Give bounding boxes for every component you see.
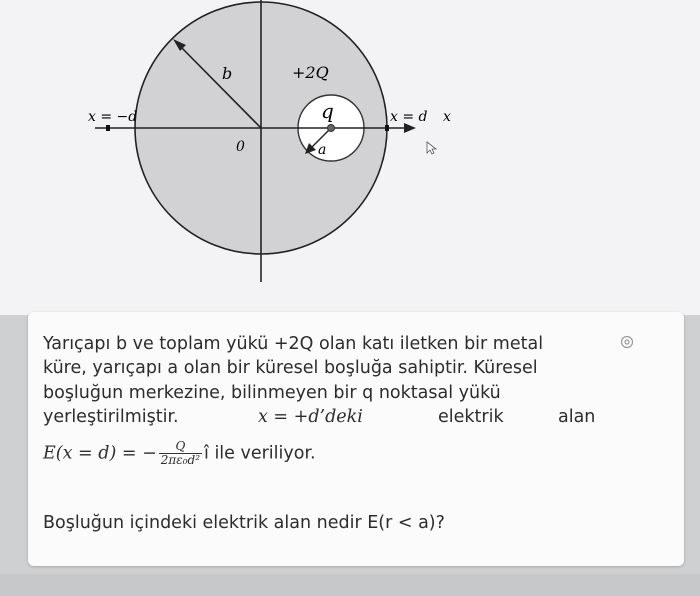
bottom-bar (0, 574, 700, 596)
problem-line-4 (43, 406, 603, 428)
label-x-d: x = d (390, 109, 428, 125)
problem-line-2: küre, yarıçapı a olan bir küresel boşluğa sahiptir. Küresel (43, 358, 538, 378)
label-x-axis: x (443, 109, 451, 125)
field-fraction (159, 440, 202, 467)
field-equation-rhs: î ile veriliyor. (204, 443, 316, 464)
label-charge: +2Q (292, 63, 329, 82)
label-origin: 0 (236, 139, 245, 155)
problem-line-3: boşluğun merkezine, bilinmeyen bir q noktasal yükü (43, 383, 501, 403)
point-charge-q (328, 125, 335, 132)
label-q: q (321, 99, 334, 123)
tick-right (385, 125, 389, 131)
label-b: b (222, 64, 233, 83)
label-x-minus-d: x = −d (88, 109, 138, 125)
problem-line-1: Yarıçapı b ve toplam yükü +2Q olan katı iletken bir metal (43, 334, 544, 354)
label-a: a (318, 142, 327, 158)
cursor-icon (427, 142, 436, 154)
gear-icon[interactable] (620, 334, 634, 348)
line4-part-b: x = +d’deki (258, 407, 363, 427)
fraction-numerator: Q (159, 440, 202, 454)
problem-line-5 (43, 440, 316, 467)
tick-left (106, 125, 110, 131)
line4-part-c: elektrik (438, 407, 504, 427)
line4-part-d: alan (558, 407, 596, 427)
line4-part-a: yerleştirilmiştir. (43, 407, 179, 427)
question-line: Boşluğun içindeki elektrik alan nedir E(r < a)? (43, 513, 445, 533)
field-equation-lhs: E(x = d) = − (43, 443, 157, 464)
fraction-denominator: 2πε₀d² (160, 453, 201, 467)
